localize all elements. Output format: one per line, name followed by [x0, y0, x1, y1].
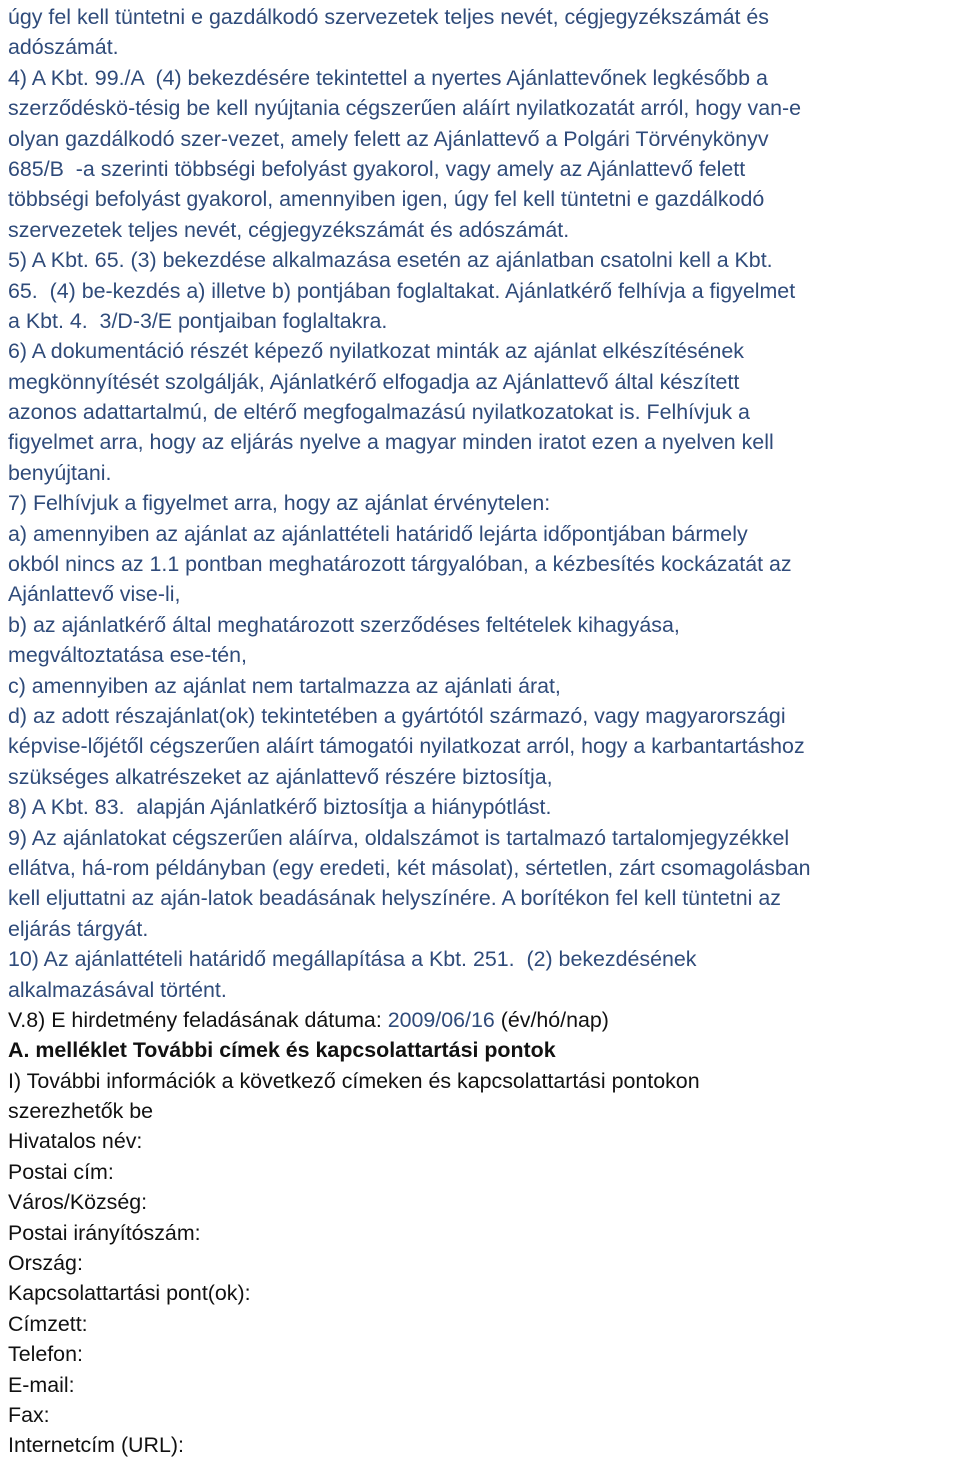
- field-label-email: E-mail:: [8, 1372, 75, 1397]
- text-line: eljárás tárgyát.: [8, 916, 149, 941]
- field-label-official-name: Hivatalos név:: [8, 1129, 143, 1154]
- text-line: 4) A Kbt. 99./A (4) bekezdésére tekintettel a nyertes Ajánlattevőnek legkésőbb a: [8, 65, 768, 90]
- text-line: 7) Felhívjuk a figyelmet arra, hogy az ajánlat érvénytelen:: [8, 491, 551, 516]
- text-line: 65. (4) be-kezdés a) illetve b) pontjában foglaltakat. Ajánlatkérő felhívja a figyelmet: [8, 278, 796, 303]
- text-line: szerződéskö-tésig be kell nyújtania cégszerűen aláírt nyilatkozatát arról, hogy van-e: [8, 96, 802, 121]
- text-line: benyújtani.: [8, 460, 112, 485]
- text-line: szervezetek teljes nevét, cégjegyzékszámát és adószámát.: [8, 217, 570, 242]
- text-line: szükséges alkatrészeket az ajánlattevő részére biztosítja,: [8, 764, 553, 789]
- text-line: c) amennyiben az ajánlat nem tartalmazza az ajánlati árat,: [8, 673, 561, 698]
- text-line: 685/B -a szerinti többségi befolyást gyakorol, vagy amely az Ajánlattevő felett: [8, 156, 746, 181]
- notice-body: [8, 2, 960, 1005]
- field-label-country: Ország:: [8, 1251, 83, 1276]
- text-line: ellátva, há-rom példányban (egy eredeti, két másolat), sértetlen, zárt csomagolásban: [8, 855, 811, 880]
- text-line: úgy fel kell tüntetni e gazdálkodó szervezetek teljes nevét, cégjegyzékszámát és: [8, 5, 769, 29]
- text-line: kell eljuttatni az aján-latok beadásának helyszínére. A borítékon fel kell tüntetni az: [8, 886, 781, 911]
- text-line: megváltoztatása ese-tén,: [8, 643, 247, 668]
- text-line: a Kbt. 4. 3/D-3/E pontjaiban foglaltakra.: [8, 308, 388, 333]
- field-label-url: Internetcím (URL):: [8, 1433, 184, 1458]
- text-line: 6) A dokumentáció részét képező nyilatkozat minták az ajánlat elkészítésének: [8, 339, 745, 364]
- text-line: adószámát.: [8, 35, 119, 60]
- dispatch-date-label: V.8) E hirdetmény feladásának dátuma:: [8, 1007, 388, 1032]
- text-line: alkalmazásával történt.: [8, 977, 227, 1002]
- text-line: Ajánlattevő vise-li,: [8, 582, 181, 607]
- field-label-recipient: Címzett:: [8, 1311, 88, 1336]
- field-label-telephone: Telefon:: [8, 1342, 83, 1367]
- annex-intro-continued: szerezhetők be: [8, 1099, 154, 1124]
- field-label-postal-code: Postai irányítószám:: [8, 1220, 201, 1245]
- annex-heading: A. melléklet További címek és kapcsolattartási pontok: [8, 1038, 556, 1063]
- text-line: 10) Az ajánlattételi határidő megállapítása a Kbt. 251. (2) bekezdésének: [8, 947, 697, 972]
- text-line: a) amennyiben az ajánlat az ajánlattételi határidő lejárta időpontjában bármely: [8, 521, 748, 546]
- text-line: b) az ajánlatkérő által meghatározott szerződéses feltételek kihagyása,: [8, 612, 680, 637]
- annex-section: [8, 1066, 960, 1461]
- dispatch-date-line: [8, 1005, 960, 1035]
- text-line: azonos adattartalmú, de eltérő megfogalmazású nyilatkozatokat is. Felhívjuk a: [8, 400, 750, 425]
- text-line: 5) A Kbt. 65. (3) bekezdése alkalmazása esetén az ajánlatban csatolni kell a Kbt.: [8, 248, 773, 273]
- text-line: d) az adott részajánlat(ok) tekintetében a gyártótól származó, vagy magyarországi: [8, 703, 786, 728]
- text-line: 9) Az ajánlatokat cégszerűen aláírva, oldalszámot is tartalmazó tartalomjegyzékkel: [8, 825, 790, 850]
- text-line: képvise-lőjétől cégszerűen aláírt támogatói nyilatkozat arról, hogy a karbantartáshoz: [8, 734, 805, 759]
- dispatch-date-format: (év/hó/nap): [494, 1007, 609, 1032]
- text-line: megkönnyítését szolgálják, Ajánlatkérő elfogadja az Ajánlattevő által készített: [8, 369, 740, 394]
- field-label-contact-points: Kapcsolattartási pont(ok):: [8, 1281, 251, 1306]
- text-line: olyan gazdálkodó szer-vezet, amely felett az Ajánlattevő a Polgári Törvénykönyv: [8, 126, 769, 151]
- field-label-town: Város/Község:: [8, 1190, 148, 1215]
- text-line: többségi befolyást gyakorol, amennyiben igen, úgy fel kell tüntetni e gazdálkodó: [8, 187, 765, 212]
- field-label-fax: Fax:: [8, 1402, 50, 1427]
- field-label-postal-address: Postai cím:: [8, 1159, 114, 1184]
- text-line: figyelmet arra, hogy az eljárás nyelve a magyar minden iratot ezen a nyelven kell: [8, 430, 774, 455]
- text-line: okból nincs az 1.1 pontban meghatározott tárgyalóban, a kézbesítés kockázatát az: [8, 552, 792, 577]
- annex-intro: I) További információk a következő címeken és kapcsolattartási pontokon: [8, 1068, 700, 1093]
- dispatch-date-value: 2009/06/16: [387, 1007, 495, 1032]
- text-line: 8) A Kbt. 83. alapján Ajánlatkérő biztosítja a hiánypótlást.: [8, 795, 552, 820]
